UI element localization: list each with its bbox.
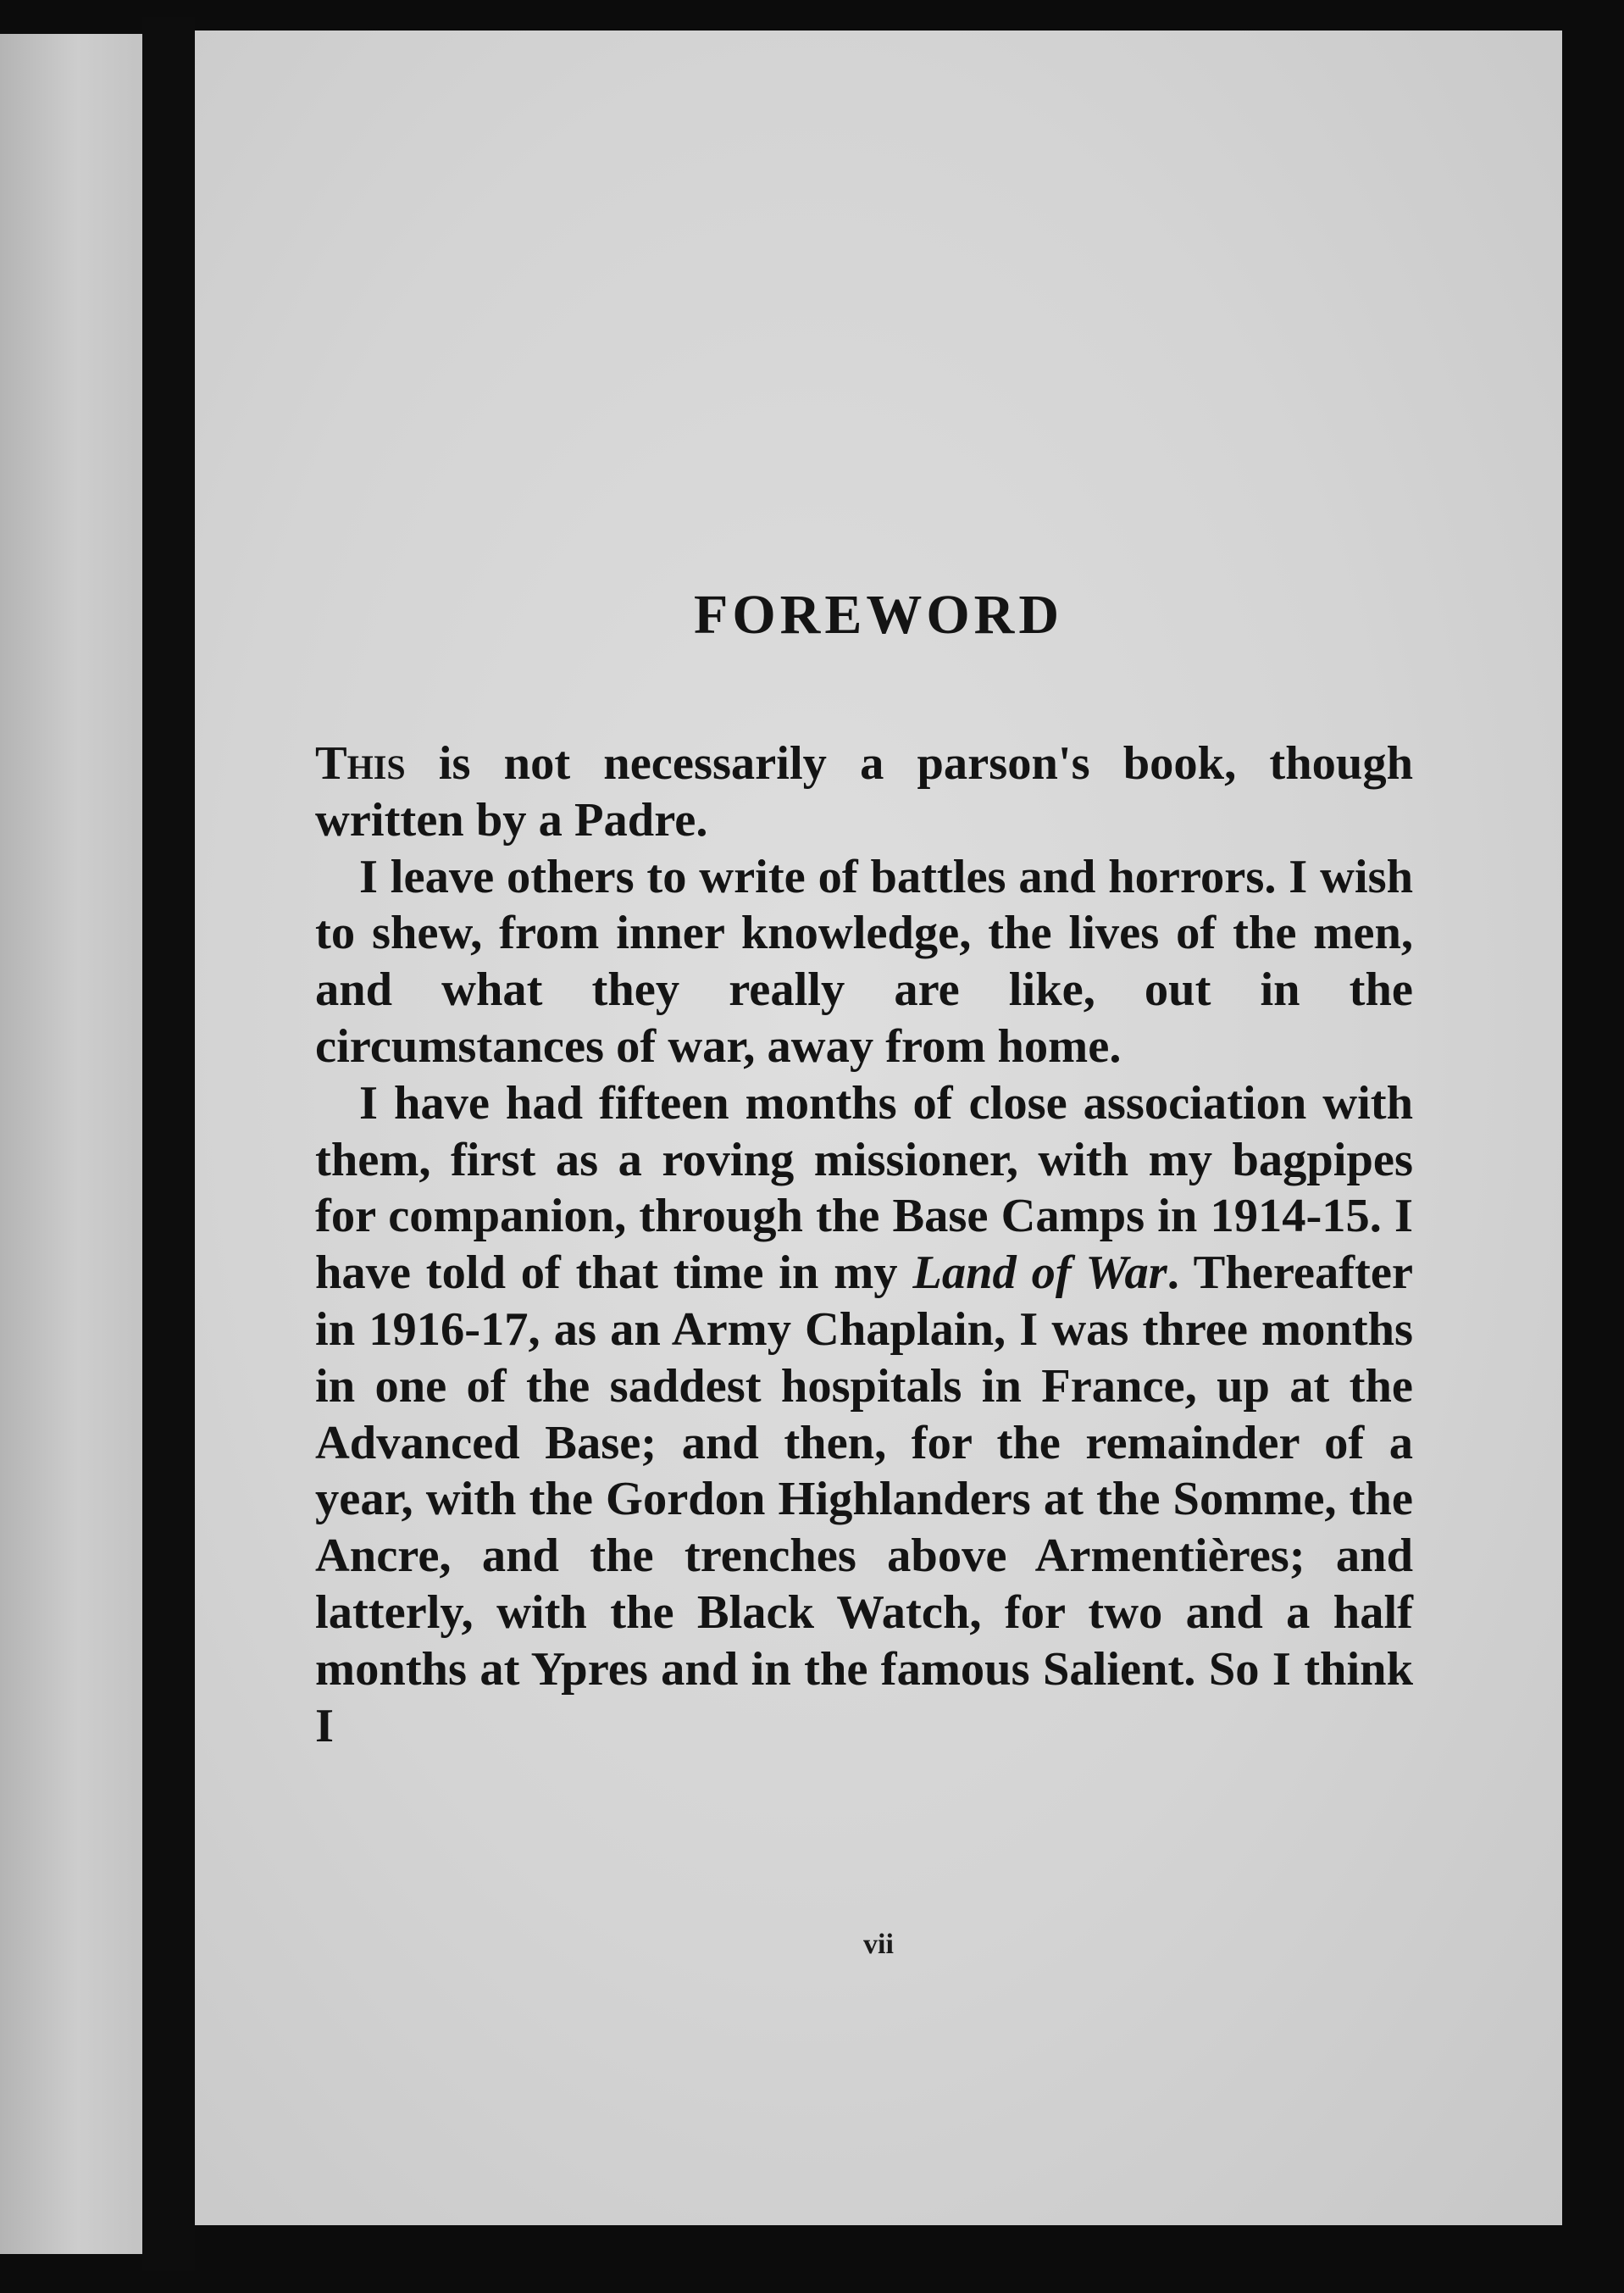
paragraph-3-text-before: I have had fifteen months of close association with them, first as a roving missioner, with my bagpipes for companion, through the Base Camps in 1914-15. I have told of that time in my bbox=[315, 1076, 1413, 1300]
body-text bbox=[315, 736, 1413, 1754]
book-title-reference: Land of War bbox=[912, 1246, 1167, 1300]
paragraph-2: I leave others to write of battles and horrors. I wish to shew, from inner knowledge, the lives of the men, and what they really are like, out in the circumstances of war, away from home. bbox=[315, 850, 1413, 1073]
paragraph-3-text-after: . Thereafter in 1916-17, as an Army Chaplain, I was three months in one of the saddest hospitals in France, up at the Advanced Base; and then, for the remainder of a year, with the Gordon Highlanders at the Somme, the Ancre, and the trenches above Armentières; and latterly, with the Black Watch, for two and a half months at Ypres and in the famous Salient. So I think I bbox=[315, 1246, 1413, 1752]
book-page bbox=[195, 31, 1562, 2225]
paragraph-1-lead: This bbox=[315, 737, 406, 790]
page-number: vii bbox=[863, 1929, 894, 1960]
paragraph-1 bbox=[315, 736, 1413, 849]
paragraph-3 bbox=[315, 1075, 1413, 1755]
book-gutter bbox=[142, 17, 195, 2271]
facing-page-edge bbox=[0, 34, 142, 2254]
paragraph-1-text: is not necessarily a parson's book, though written by a Padre. bbox=[315, 737, 1413, 847]
page-heading: FOREWORD bbox=[694, 584, 1063, 646]
